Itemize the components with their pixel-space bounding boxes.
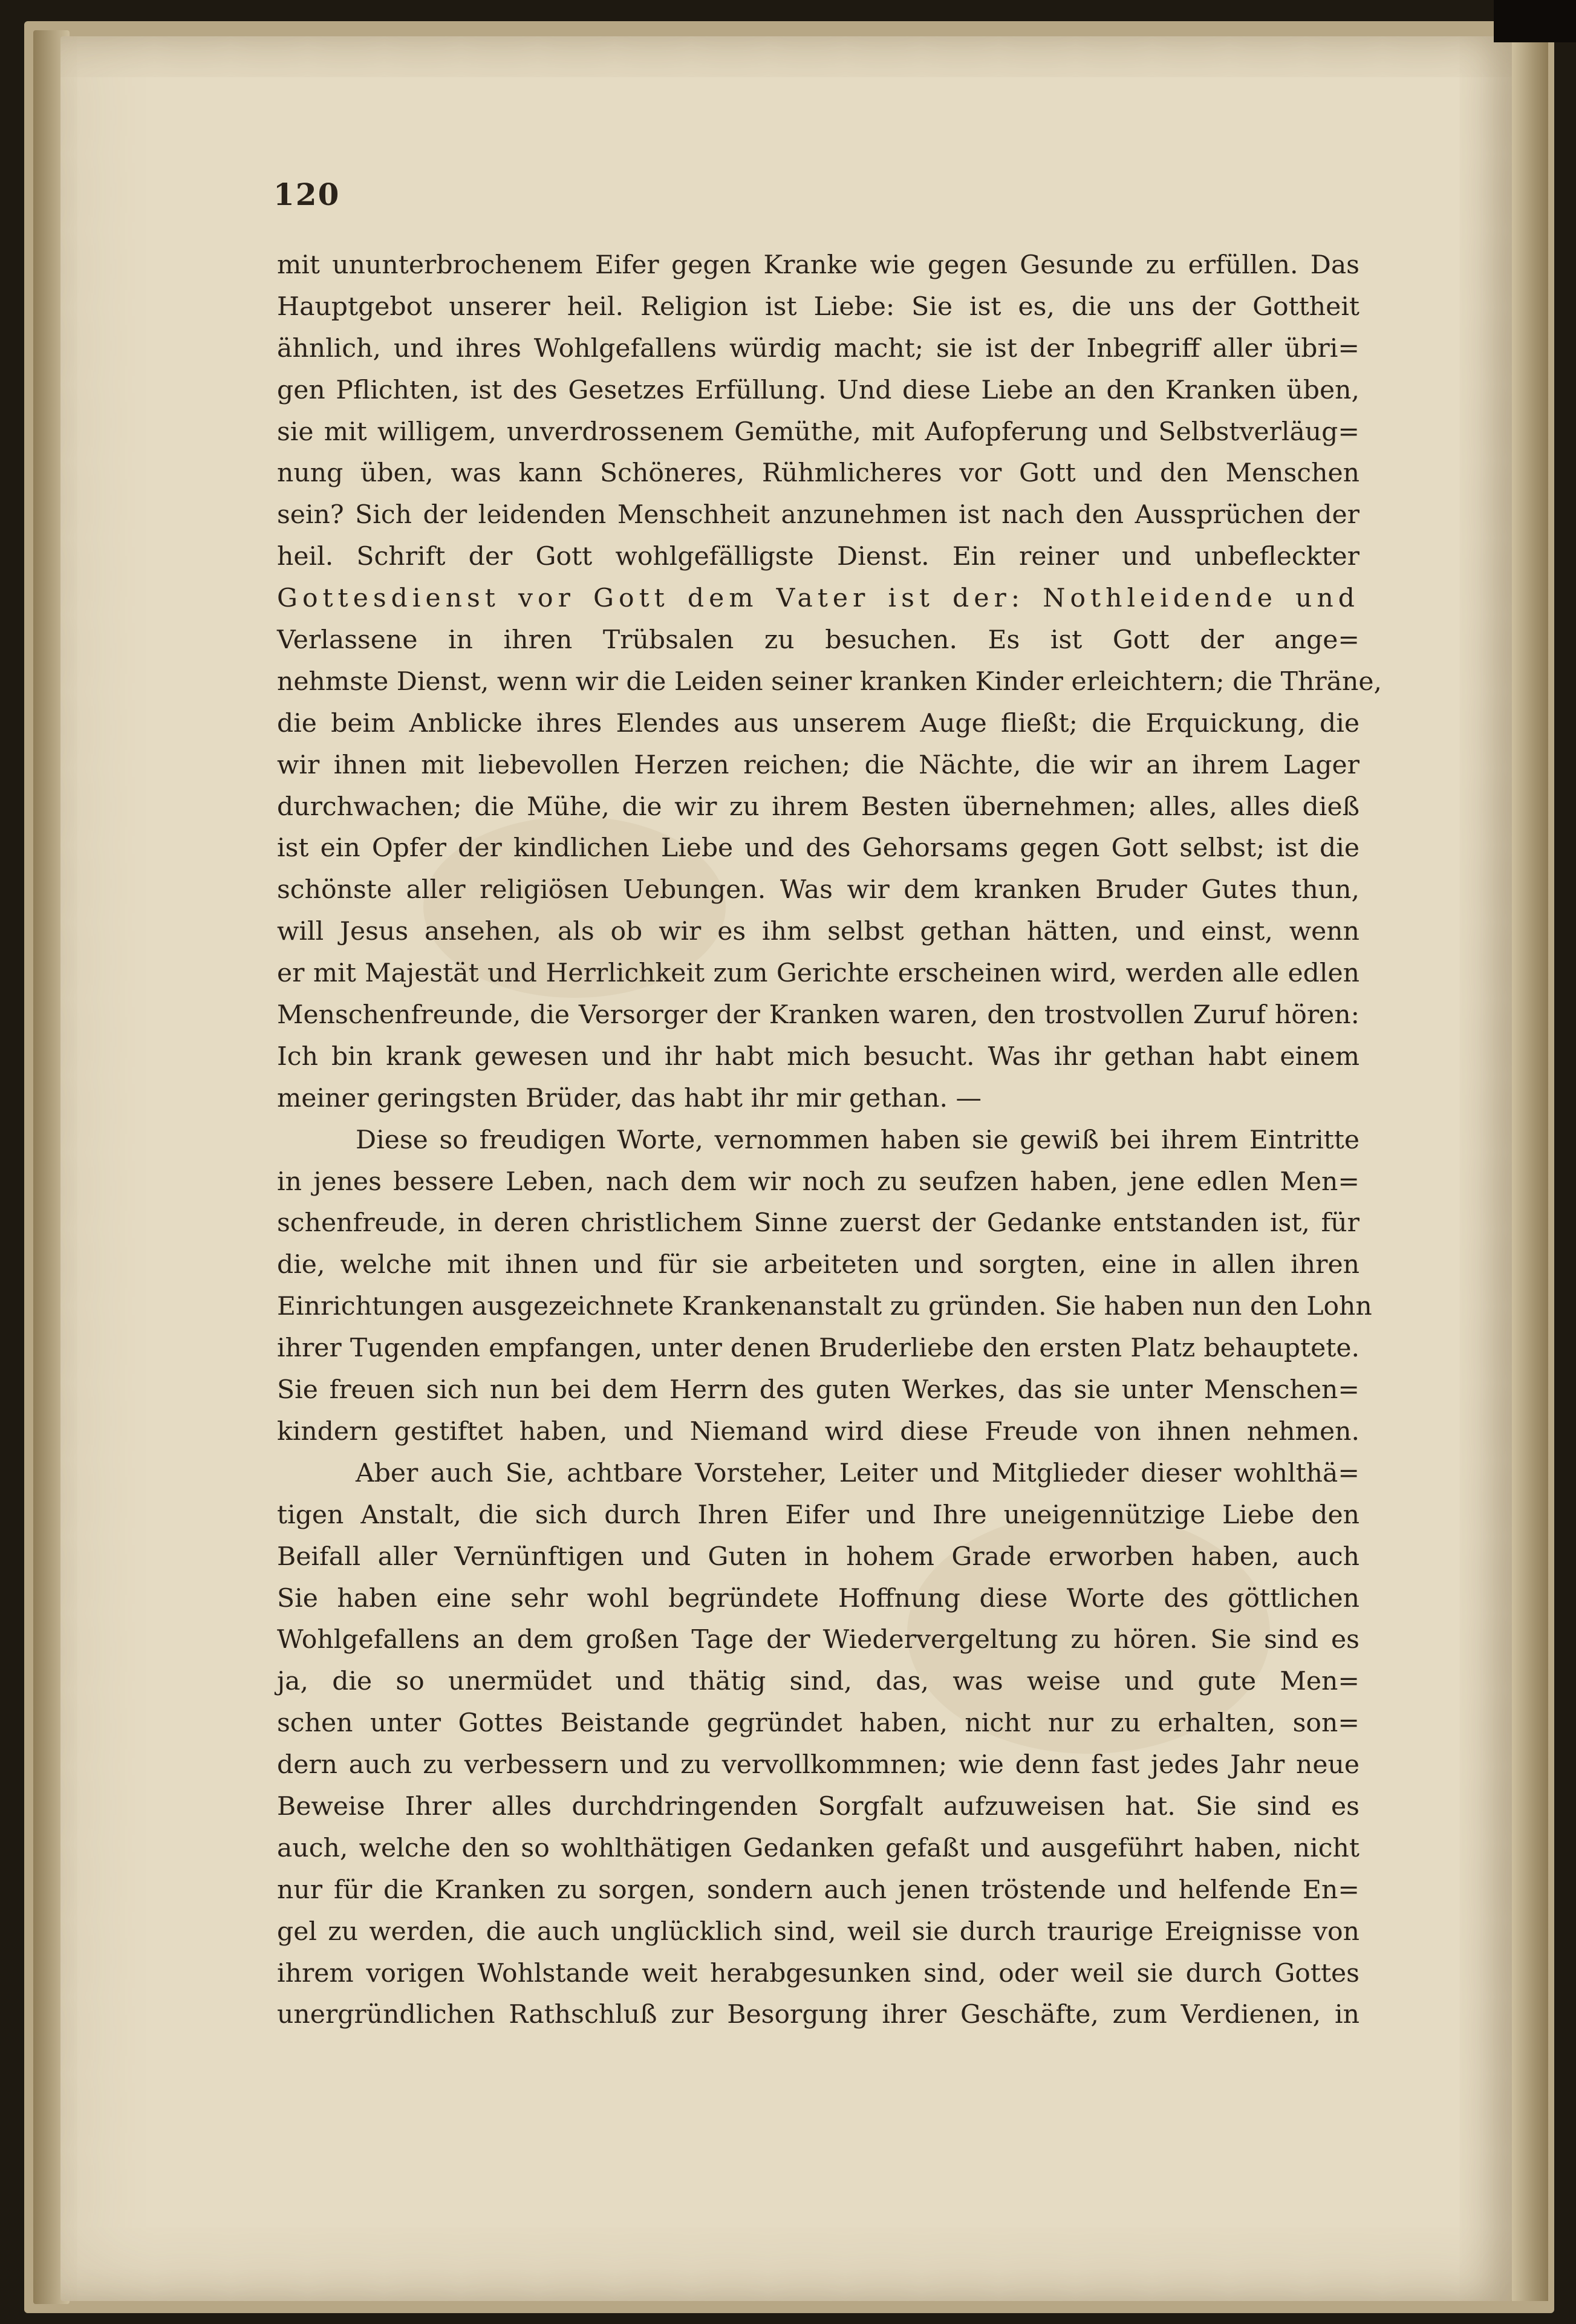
- text-line: schen unter Gottes Beistande gegründet haben, nicht nur zu erhalten, son=: [277, 1708, 1359, 1739]
- page-number: 120: [273, 177, 340, 212]
- text-line: auch, welche den so wohlthätigen Gedanken gefaßt und ausgeführt haben, nicht: [277, 1833, 1359, 1863]
- text-line: kindern gestiftet haben, und Niemand wird diese Freude von ihnen nehmen.: [277, 1416, 1359, 1447]
- text-line: Menschenfreunde, die Versorger der Kranken waren, den trostvollen Zuruf hören:: [277, 1000, 1359, 1030]
- text-line: tigen Anstalt, die sich durch Ihren Eifer und Ihre uneigennützige Liebe den: [277, 1500, 1359, 1530]
- text-line: Verlassene in ihren Trübsalen zu besuchen. Es ist Gott der ange=: [277, 625, 1359, 656]
- text-line: nehmste Dienst, wenn wir die Leiden seiner kranken Kinder erleichtern; die Thräne,: [277, 666, 1382, 697]
- text-line: Einrichtungen ausgezeichnete Krankenanstalt zu gründen. Sie haben nun den Lohn: [277, 1292, 1372, 1322]
- text-line: Sie freuen sich nun bei dem Herrn des guten Werkes, das sie unter Menschen=: [277, 1375, 1359, 1405]
- text-line: sie mit willigem, unverdrossenem Gemüthe, mit Aufopferung und Selbstverläug=: [277, 417, 1359, 447]
- text-line: gen Pflichten, ist des Gesetzes Erfüllung. Und diese Liebe an den Kranken üben,: [277, 375, 1359, 405]
- text-line: ihrem vorigen Wohlstande weit herabgesunken sind, oder weil sie durch Gottes: [277, 1958, 1359, 1988]
- text-line: Wohlgefallens an dem großen Tage der Wiedervergeltung zu hören. Sie sind es: [277, 1625, 1359, 1655]
- text-line: die beim Anblicke ihres Elendes aus unserem Auge fließt; die Erquickung, die: [277, 708, 1359, 738]
- text-line: die, welche mit ihnen und für sie arbeiteten und sorgten, eine in allen ihren: [277, 1250, 1359, 1280]
- text-line: schönste aller religiösen Uebungen. Was wir dem kranken Bruder Gutes thun,: [277, 875, 1359, 905]
- text-line: mit ununterbrochenem Eifer gegen Kranke wie gegen Gesunde zu erfüllen. Das: [277, 250, 1359, 280]
- text-line: meiner geringsten Brüder, das habt ihr mir gethan. —: [277, 1083, 982, 1113]
- book-cover-corner: [1494, 0, 1576, 42]
- text-line: Gottesdienst vor Gott dem Vater ist der: Nothleidende und: [277, 584, 1359, 614]
- text-line: schenfreude, in deren christlichem Sinne zuerst der Gedanke entstanden ist, für: [277, 1208, 1359, 1238]
- body-text: [277, 245, 1382, 2036]
- text-line: nur für die Kranken zu sorgen, sondern auch jenen tröstende und helfende En=: [277, 1875, 1359, 1905]
- text-line: Sie haben eine sehr wohl begründete Hoffnung diese Worte des göttlichen: [277, 1583, 1359, 1613]
- text-line: ist ein Opfer der kindlichen Liebe und des Gehorsams gegen Gott selbst; ist die: [277, 833, 1359, 864]
- text-line: ja, die so unermüdet und thätig sind, das, was weise und gute Men=: [277, 1667, 1359, 1697]
- text-line: in jenes bessere Leben, nach dem wir noch zu seufzen haben, jene edlen Men=: [277, 1167, 1359, 1197]
- text-line: Hauptgebot unserer heil. Religion ist Liebe: Sie ist es, die uns der Gottheit: [277, 291, 1359, 322]
- text-line: heil. Schrift der Gott wohlgefälligste Dienst. Ein reiner und unbefleckter: [277, 542, 1359, 572]
- text-line: er mit Majestät und Herrlichkeit zum Gerichte erscheinen wird, werden alle edlen: [277, 959, 1359, 989]
- text-line: Diese so freudigen Worte, vernommen haben sie gewiß bei ihrem Eintritte: [356, 1125, 1359, 1155]
- text-line: gel zu werden, die auch unglücklich sind, weil sie durch traurige Ereignisse von: [277, 1916, 1359, 1947]
- text-line: Aber auch Sie, achtbare Vorsteher, Leiter und Mitglieder dieser wohlthä=: [356, 1458, 1359, 1488]
- text-line: dern auch zu verbessern und zu vervollkommnen; wie denn fast jedes Jahr neue: [277, 1750, 1359, 1780]
- book-gutter: [1512, 36, 1548, 2301]
- text-line: durchwachen; die Mühe, die wir zu ihrem Besten übernehmen; alles, alles dieß: [277, 792, 1359, 822]
- text-line: wir ihnen mit liebevollen Herzen reichen; die Nächte, die wir an ihrem Lager: [277, 750, 1359, 780]
- text-line: ihrer Tugenden empfangen, unter denen Bruderliebe den ersten Platz behauptete.: [277, 1333, 1359, 1364]
- text-line: ähnlich, und ihres Wohlgefallens würdig macht; sie ist der Inbegriff aller übri=: [277, 333, 1359, 363]
- text-line: will Jesus ansehen, als ob wir es ihm selbst gethan hätten, und einst, wenn: [277, 917, 1359, 947]
- text-line: nung üben, was kann Schöneres, Rühmlicheres vor Gott und den Menschen: [277, 458, 1359, 489]
- text-line: unergründlichen Rathschluß zur Besorgung ihrer Geschäfte, zum Verdienen, in: [277, 2000, 1359, 2030]
- text-line: Ich bin krank gewesen und ihr habt mich besucht. Was ihr gethan habt einem: [277, 1041, 1359, 1072]
- text-line: Beifall aller Vernünftigen und Guten in hohem Grade erworben haben, auch: [277, 1541, 1359, 1572]
- text-line: sein? Sich der leidenden Menschheit anzunehmen ist nach den Aussprüchen der: [277, 500, 1359, 530]
- text-line: Beweise Ihrer alles durchdringenden Sorgfalt aufzuweisen hat. Sie sind es: [277, 1791, 1359, 1821]
